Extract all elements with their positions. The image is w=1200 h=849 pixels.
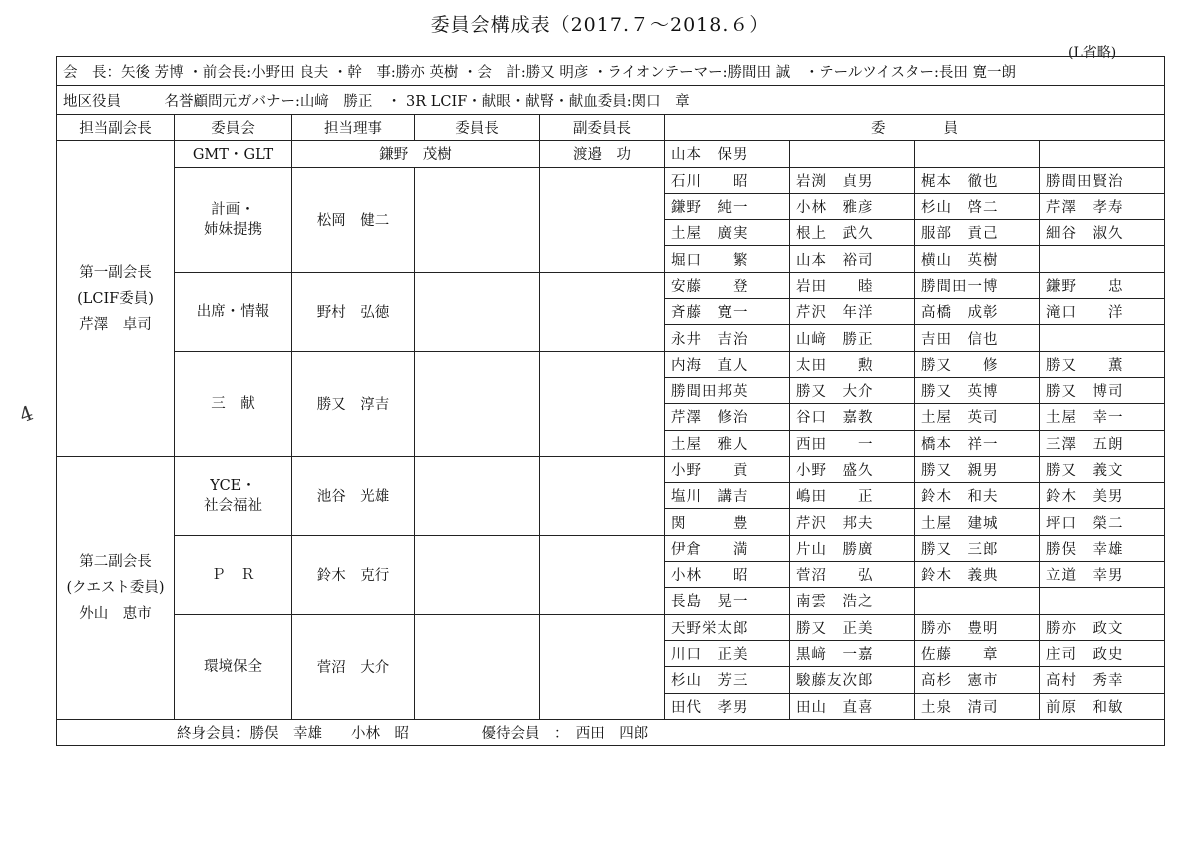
district-officers-row: 地区役員 名誉顧問元ガバナー:山﨑 勝正 ・ 3R LCIF・献眼・献腎・献血委員:関口 章 [57,86,1165,115]
member-cell: 関 豊 [665,509,790,535]
committee-chair [415,535,540,614]
omission-note: (L省略) [1068,45,1117,61]
member-cell: 塩川 講吉 [665,483,790,509]
member-cell: 芹沢 邦夫 [790,509,915,535]
member-cell: 勝又 三郎 [915,535,1040,561]
member-cell: 小林 雅彦 [790,193,915,219]
vp2-line3: 外山 恵市 [79,605,152,622]
member-cell: 佐藤 章 [915,640,1040,666]
committee-name-line1: YCE・ [210,477,256,494]
committee-vice-chair [540,351,665,456]
handwritten-page-mark: 4 [16,400,37,428]
member-cell: 根上 武久 [790,220,915,246]
committee-name [175,456,292,535]
member-cell: 勝間田賢治 [1040,167,1165,193]
vp2-line2: (クエスト委員) [66,579,165,596]
member-cell: 杉山 芳三 [665,667,790,693]
committee-vice-chair [540,456,665,535]
member-cell: 勝又 博司 [1040,377,1165,403]
vp1-line3: 芹澤 卓司 [79,316,152,333]
member-cell: 芹沢 年洋 [790,299,915,325]
committee-vice-chair [540,167,665,272]
member-cell: 勝又 大介 [790,377,915,403]
member-cell: 堀口 繁 [665,246,790,272]
member-cell: 鎌野 純一 [665,193,790,219]
member-cell: 勝亦 豊明 [915,614,1040,640]
member-cell [790,141,915,167]
member-cell: 土泉 清司 [915,693,1040,719]
committee-chair [415,351,540,456]
vice-chair-gmt-glt: 渡邉 功 [540,141,665,167]
committee-chair [415,167,540,272]
committee-chair [415,272,540,351]
member-cell [915,588,1040,614]
member-cell: 鎌野 忠 [1040,272,1165,298]
member-cell: 黒﨑 一嘉 [790,640,915,666]
committee-name [175,167,292,272]
member-cell: 太田 勲 [790,351,915,377]
member-cell: 鈴木 和夫 [915,483,1040,509]
committee-name-line1: 環境保全 [204,658,262,675]
member-cell: 勝又 正美 [790,614,915,640]
member-cell [1040,588,1165,614]
member-cell: 土屋 廣実 [665,220,790,246]
member-cell: 斉藤 寛一 [665,299,790,325]
committee-name [175,614,292,719]
member-cell: 谷口 嘉教 [790,404,915,430]
member-cell: 安藤 登 [665,272,790,298]
vp1-cell [57,141,175,457]
member-cell: 片山 勝廣 [790,535,915,561]
member-cell: 梶本 徹也 [915,167,1040,193]
header-chair: 委員長 [415,115,540,141]
officers-row: 会 長：矢後 芳博 ・前会長:小野田 良夫 ・幹 事:勝亦 英樹 ・会 計:勝又 明彦 ・ライオンテーマー:勝間田 誠 ・テールツイスター:長田 寛一朗 [57,57,1165,86]
member-cell: 内海 直人 [665,351,790,377]
member-cell [915,141,1040,167]
vp2-line1: 第二副会長 [79,553,152,570]
committee-name-line2: 姉妹提携 [204,221,262,238]
member-cell: 石川 昭 [665,167,790,193]
member-cell: 岩渕 貞男 [790,167,915,193]
committee-director: 鈴木 克行 [292,535,415,614]
committee-name-line1: 出席・情報 [196,303,270,320]
member-cell [1040,246,1165,272]
member-cell: 西田 一 [790,430,915,456]
committee-chair [415,614,540,719]
member-cell: 芹澤 修治 [665,404,790,430]
member-cell: 小野 貢 [665,456,790,482]
member-cell: 菅沼 弘 [790,562,915,588]
member-cell: 天野栄太郎 [665,614,790,640]
committee-name [175,272,292,351]
member-cell: 小林 昭 [665,562,790,588]
committee-name [175,351,292,456]
member-cell [1040,141,1165,167]
committee-name-line1: 三 献 [211,395,255,412]
member-cell: 服部 貢己 [915,220,1040,246]
header-members: 委 員 [665,115,1165,141]
vp2-cell [57,456,175,719]
committee-director: 池谷 光雄 [292,456,415,535]
member-cell: 鈴木 義典 [915,562,1040,588]
member-cell: 庄司 政史 [1040,640,1165,666]
document-title: 委員会構成表（2017.７～2018.６） [430,14,770,36]
member-cell: 長島 晃一 [665,588,790,614]
member-cell: 芹澤 孝寿 [1040,193,1165,219]
committee-vice-chair [540,535,665,614]
member-cell: 滝口 洋 [1040,299,1165,325]
member-cell: 山本 保男 [665,141,790,167]
member-cell: 三澤 五朗 [1040,430,1165,456]
vp1-line2: (LCIF委員) [77,290,154,307]
header-vice-chair: 副委員長 [540,115,665,141]
member-cell: 吉田 信也 [915,325,1040,351]
member-cell: 杉山 啓二 [915,193,1040,219]
member-cell: 高村 秀幸 [1040,667,1165,693]
member-cell: 鈴木 美男 [1040,483,1165,509]
member-cell: 岩田 睦 [790,272,915,298]
vp1-line1: 第一副会長 [79,264,152,281]
committee-name-line1: 計画・ [211,201,255,218]
member-cell: 小野 盛久 [790,456,915,482]
committee-director: 菅沼 大介 [292,614,415,719]
header-committee: 委員会 [175,115,292,141]
member-cell: 土屋 建城 [915,509,1040,535]
committee-vice-chair [540,272,665,351]
member-cell: 田山 直喜 [790,693,915,719]
member-cell: 勝俣 幸雄 [1040,535,1165,561]
member-cell: 坪口 榮二 [1040,509,1165,535]
member-cell: 川口 正美 [665,640,790,666]
director-gmt-glt: 鎌野 茂樹 [292,141,540,167]
member-cell: 勝又 親男 [915,456,1040,482]
member-cell: 山本 裕司 [790,246,915,272]
committee-name [175,535,292,614]
committee-chair [415,456,540,535]
committee-director: 勝又 淳吉 [292,351,415,456]
member-cell: 土屋 雅人 [665,430,790,456]
member-cell: 伊倉 満 [665,535,790,561]
committee-name-line2: 社会福祉 [204,497,262,514]
member-cell: 勝亦 政文 [1040,614,1165,640]
member-cell: 土屋 幸一 [1040,404,1165,430]
member-cell: 勝間田邦英 [665,377,790,403]
member-cell: 南雲 浩之 [790,588,915,614]
header-director: 担当理事 [292,115,415,141]
member-cell: 高橋 成彰 [915,299,1040,325]
committee-director: 松岡 健二 [292,167,415,272]
member-cell: 立道 幸男 [1040,562,1165,588]
member-cell: 山﨑 勝正 [790,325,915,351]
header-vice-president: 担当副会長 [57,115,175,141]
member-cell [1040,325,1165,351]
committee-vice-chair [540,614,665,719]
member-cell: 勝又 義文 [1040,456,1165,482]
member-cell: 勝間田一博 [915,272,1040,298]
member-cell: 横山 英樹 [915,246,1040,272]
member-cell: 細谷 淑久 [1040,220,1165,246]
member-cell: 土屋 英司 [915,404,1040,430]
member-cell: 高杉 憲市 [915,667,1040,693]
member-cell: 橋本 祥一 [915,430,1040,456]
member-cell: 勝又 英博 [915,377,1040,403]
committee-gmt-glt: GMT・GLT [175,141,292,167]
member-cell: 永井 吉治 [665,325,790,351]
honorary-members-row: 終身会員：勝俣 幸雄 小林 昭 優待会員 ： 西田 四郎 [57,719,1165,745]
committee-table [56,56,1165,746]
member-cell: 勝又 修 [915,351,1040,377]
member-cell: 駿藤友次郎 [790,667,915,693]
member-cell: 前原 和敏 [1040,693,1165,719]
committee-name-line1: Ｐ Ｒ [211,566,255,583]
member-cell: 嶋田 正 [790,483,915,509]
committee-director: 野村 弘徳 [292,272,415,351]
member-cell: 勝又 薫 [1040,351,1165,377]
member-cell: 田代 孝男 [665,693,790,719]
